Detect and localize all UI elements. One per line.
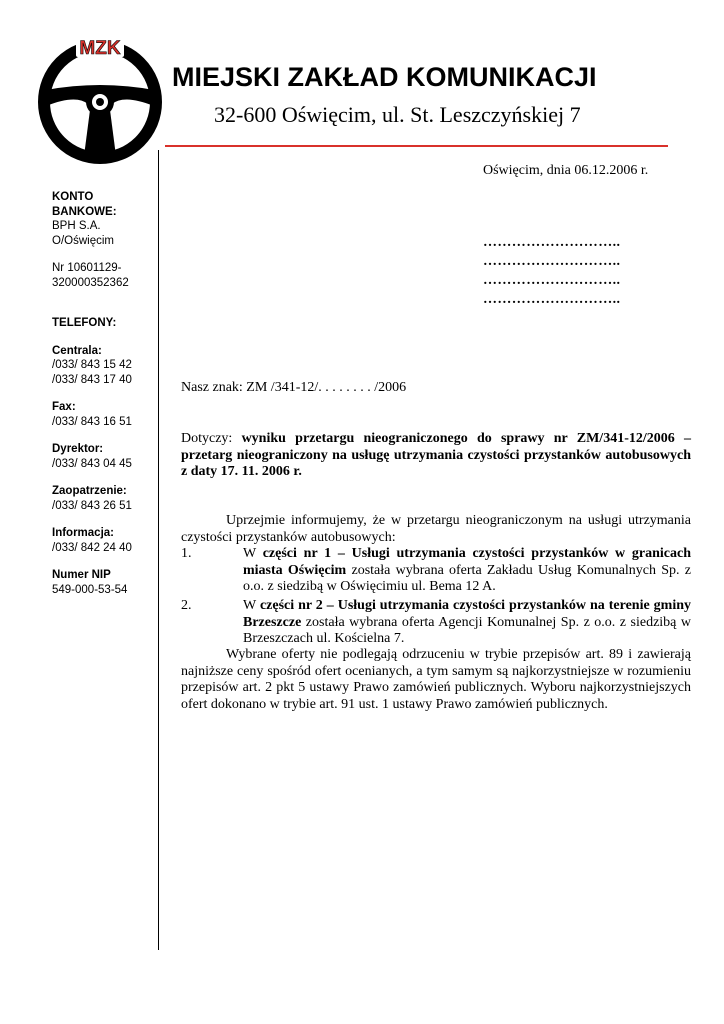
organization-address: 32-600 Oświęcim, ul. St. Leszczyńskiej 7	[214, 102, 581, 127]
central-block	[52, 344, 156, 388]
letter-date: Oświęcim, dnia 06.12.2006 r.	[483, 163, 649, 178]
list-item-number: 1.	[181, 546, 192, 561]
list-item-rest: została wybrana oferta Agencji Komunalnej Sp. z o.o. z siedzibą w Brzeszczach ul. Kościelna 7.	[243, 614, 691, 646]
list-item-bold: części nr 2 – Usługi utrzymania czystości przystanków na terenie gminy Brzeszcze	[243, 598, 691, 630]
recipient-address	[483, 233, 620, 309]
bank-label: KONTO	[52, 191, 94, 203]
phones-label: TELEFONY:	[52, 317, 117, 329]
account-number-part-2: 320000352362	[52, 276, 129, 289]
account-number-part-1: Nr 10601129-	[52, 262, 122, 274]
fax-number: /033/ 843 16 51	[52, 415, 132, 428]
bank-account-block	[52, 190, 156, 248]
list-item-prefix: W	[243, 598, 260, 613]
info-phone: /033/ 842 24 40	[52, 541, 132, 554]
recipient-line: ………………………..	[483, 273, 621, 288]
bank-branch: O/Oświęcim	[52, 234, 114, 247]
recipient-line: ………………………..	[483, 235, 621, 250]
list-item-prefix: W	[243, 546, 263, 561]
list-item-number: 2.	[181, 598, 192, 613]
subject-text: wyniku przetargu nieograniczonego do sprawy nr ZM/341-12/2006 – przetarg nieograniczony na usługę utrzymania czystości przystanków autobusowych z daty 17. 11. 2006 r.	[181, 431, 691, 479]
fax-label: Fax:	[52, 401, 76, 413]
recipient-line: ………………………..	[483, 292, 621, 307]
director-block	[52, 442, 156, 471]
info-block	[52, 526, 156, 555]
supply-phone: /033/ 843 26 51	[52, 499, 132, 512]
central-phone-1: /033/ 843 15 42	[52, 359, 132, 371]
account-number-block	[52, 261, 156, 290]
header-divider	[165, 145, 668, 147]
letter-subject	[181, 431, 691, 481]
supply-block	[52, 484, 156, 513]
nip-label: Numer NIP	[52, 569, 111, 581]
steering-wheel-icon	[44, 46, 156, 158]
central-label: Centrala:	[52, 344, 102, 357]
organization-name: MIEJSKI ZAKŁAD KOMUNIKACJI	[172, 62, 597, 92]
intro-paragraph: Uprzejmie informujemy, że w przetargu nieograniczonym na usługi utrzymania czystości przystanków autobusowych:	[181, 513, 691, 545]
list-item-text	[243, 598, 691, 648]
recipient-line: ………………………..	[483, 254, 621, 269]
list-item-rest: została wybrana oferta Zakładu Usług Komunalnych Sp. z o.o. z siedzibą w Oświęcimiu ul. Bema 12 A.	[243, 562, 691, 594]
contact-sidebar	[52, 190, 156, 610]
closing-paragraph: Wybrane oferty nie podlegają odrzuceniu w trybie przepisów art. 89 i zawierają najniższe ceny spośród ofert ocenianych, a tym samym są najkorzystniejsze w rozumieniu przepisów art. 2 pkt 5 ustawy Prawo zamówień publicznych. Wyboru najkorzystniejszych ofert dokonano w trybie art. 91 ust. 1 ustawy Prawo zamówień publicznych.	[181, 647, 691, 712]
info-label: Informacja:	[52, 527, 114, 539]
supply-label: Zaopatrzenie:	[52, 485, 127, 497]
director-phone: /033/ 843 04 45	[52, 457, 132, 470]
bank-label-2: BANKOWE:	[52, 205, 117, 218]
logo-text: MZK	[79, 38, 121, 59]
nip-block	[52, 568, 156, 597]
list-item-text	[243, 546, 691, 596]
fax-block	[52, 400, 156, 429]
reference-number: Nasz znak: ZM /341-12/. . . . . . . . /2006	[181, 380, 407, 395]
list-item-bold: części nr 1 – Usługi utrzymania czystości przystanków w granicach miasta Oświęcim	[243, 546, 692, 578]
bank-name: BPH S.A.	[52, 220, 101, 232]
subject-prefix: Dotyczy:	[181, 431, 242, 446]
phones-heading-block	[52, 316, 156, 331]
director-label: Dyrektor:	[52, 443, 104, 455]
mzk-logo	[36, 32, 164, 172]
nip-number: 549-000-53-54	[52, 583, 128, 596]
sidebar-divider	[158, 150, 159, 950]
central-phone-2: /033/ 843 17 40	[52, 373, 132, 386]
